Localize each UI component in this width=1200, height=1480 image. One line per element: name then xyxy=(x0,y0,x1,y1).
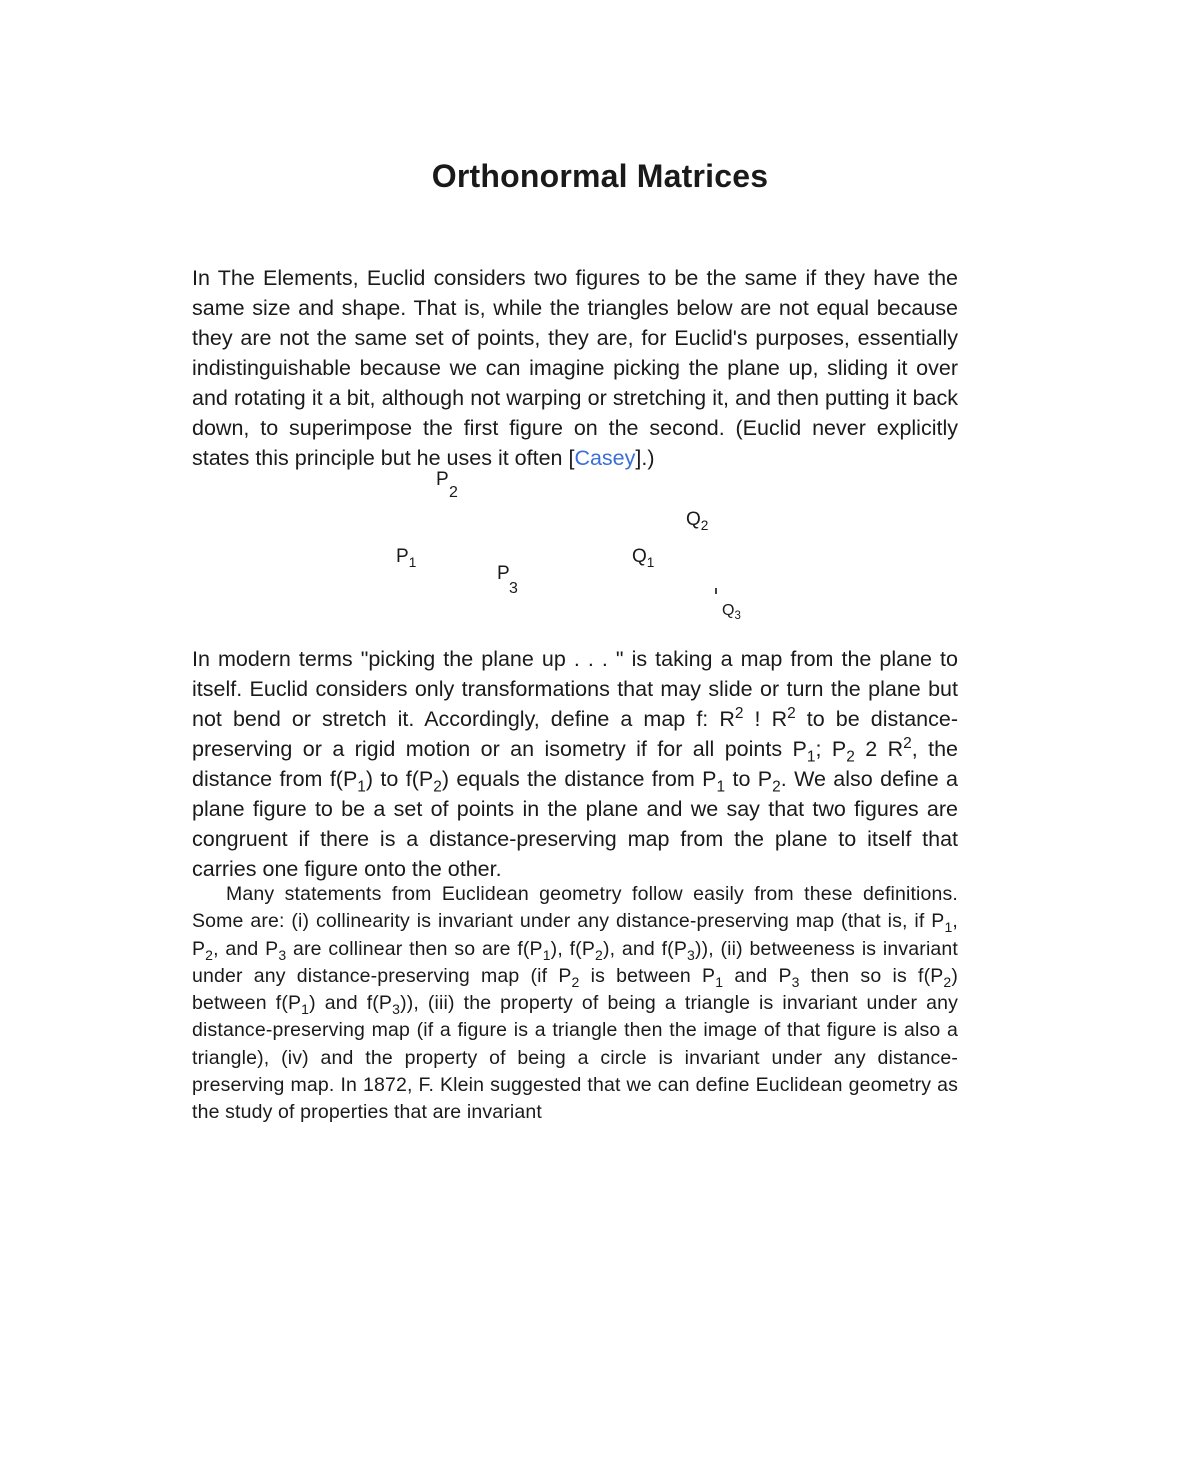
label-p1: $P_1$ xyxy=(396,546,417,570)
paragraph-text: In The Elements, Euclid considers two figures to be the same if they have the same size and shape. That is, while the triangles below are not equal because they are not the same set of points, they are, for Euclid's purposes, essentially indistinguishable because we can imagine picking the plane up, sliding it over and rotating it a bit, although not warping or stretching it, and then putting it back down, to superimpose the first figure on the second. (Euclid never explicitly states this principle but he uses it often [ xyxy=(192,266,958,470)
paragraph-text: ].) xyxy=(635,446,655,470)
page-title: Orthonormal Matrices xyxy=(431,158,769,194)
label-q2: $Q_2$ xyxy=(686,509,709,533)
paragraph-intro xyxy=(192,263,958,473)
label-q3: $Q_3$ xyxy=(722,602,741,623)
casey-reference-link[interactable]: Casey xyxy=(574,446,636,470)
label-p3-subscript: 3 xyxy=(509,580,518,597)
paragraph-definitions: In modern terms "picking the plane up . . . " is taking a map from the plane to itself. Euclid considers only transformations that may slide or turn the plane but not bend or stretch it. Accordingly, define a map f: $R^2$ ! $R^2$ to be distance-preserving or a rigid motion or an isometry if for all points $P_1$; $P_2$ 2 $R^2$, the distance from $f(P_1)$ to $f(P_2)$ equals the distance from $P_1$ to $P_2$. We also define a plane figure to be a set of points in the plane and we say that two figures are congruent if there is a distance-preserving map from the plane to itself that carries one figure onto the other. xyxy=(192,647,959,881)
paragraph-euclidean-statements: Many statements from Euclidean geometry follow easily from these definitions. Some are: (i) collinearity is invariant under any distance-preserving map (that is, if $P_1$, $P_2$, and $P_3$ are collinear then so are $f(P_1)$, $f(P_2)$, and $f(P_3)$), (ii) betweeness is invariant under any distance-preserving map (if $P_2$ is between $P_1$ and $P_3$ then so is $f(P_2)$ between $f(P_1)$ and $f(P_3)$), (iii) the property of being a triangle is invariant under any distance-preserving map (if a figure is a triangle then the image of that figure is also a triangle), (iv) and the property of being a circle is invariant under any distance-preserving map. In 1872, F. Klein suggested that we can define Euclidean geometry as the study of properties that are invariant xyxy=(192,883,958,1124)
label-q1: $Q_1$ xyxy=(632,546,655,570)
label-p2: P xyxy=(436,469,449,490)
point-mark xyxy=(715,588,717,594)
label-p3: P xyxy=(497,563,510,584)
label-p2-subscript: 2 xyxy=(449,484,458,501)
